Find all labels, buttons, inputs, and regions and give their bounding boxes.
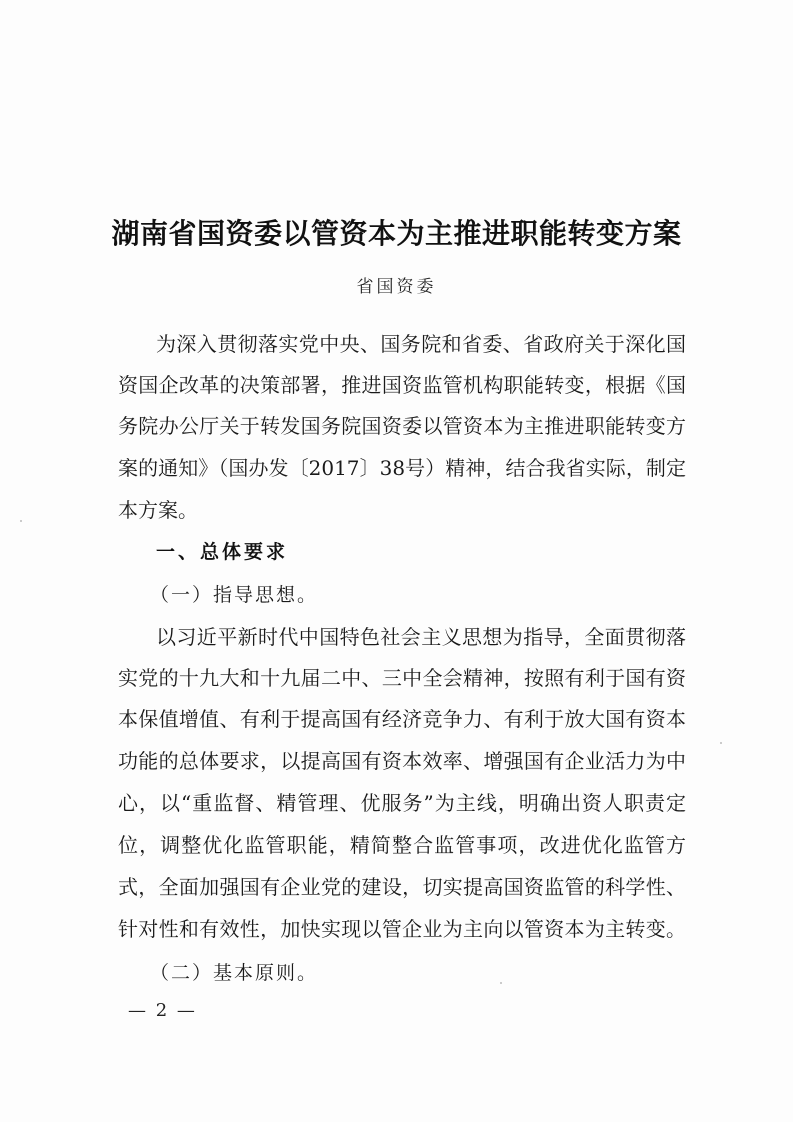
subsection-heading: （二）基本原则。 — [150, 962, 319, 984]
document-title: 湖南省国资委以管资本为主推进职能转变方案 — [111, 217, 682, 250]
paragraph-line: 本方案。 — [118, 498, 198, 522]
paragraph-line: 针对性和有效性，加快实现以管企业为主向以管资本为主转变。 — [118, 917, 686, 941]
paragraph-line: 以习近平新时代中国特色社会主义思想为指导，全面贯彻落 — [156, 625, 686, 649]
scan-speck — [720, 742, 722, 744]
paragraph-line: 心，以“重监督、精管理、优服务”为主线，明确出资人职责定 — [118, 791, 686, 815]
paragraph-line: 功能的总体要求，以提高国有资本效率、增强国有企业活力为中 — [118, 749, 686, 773]
subsection-heading: （一）指导思想。 — [150, 584, 319, 606]
scan-speck — [500, 982, 502, 984]
paragraph-line: 位，调整优化监管职能，精简整合监管事项，改进优化监管方 — [118, 833, 686, 857]
paragraph-line: 为深入贯彻落实党中央、国务院和省委、省政府关于深化国 — [156, 332, 686, 356]
paragraph-line: 务院办公厅关于转发国务院国资委以管资本为主推进职能转变方 — [118, 414, 686, 438]
paragraph-line: 实党的十九大和十九届二中、三中全会精神，按照有利于国有资 — [118, 666, 686, 690]
page-number: — 2 — — [128, 1000, 197, 1021]
paragraph-line: 式，全面加强国有企业党的建设，切实提高国资监管的科学性、 — [118, 875, 686, 899]
document-issuer: 省国资委 — [356, 277, 437, 297]
paragraph-line: 本保值增值、有利于提高国有经济竞争力、有利于放大国有资本 — [118, 707, 686, 731]
scan-speck — [20, 520, 22, 522]
paragraph-line: 资国企改革的决策部署，推进国资监管机构职能转变，根据《国 — [118, 373, 686, 397]
paragraph-line: 案的通知》（国办发〔2017〕38号）精神，结合我省实际，制定 — [118, 456, 686, 480]
section-heading: 一、总体要求 — [156, 541, 289, 563]
